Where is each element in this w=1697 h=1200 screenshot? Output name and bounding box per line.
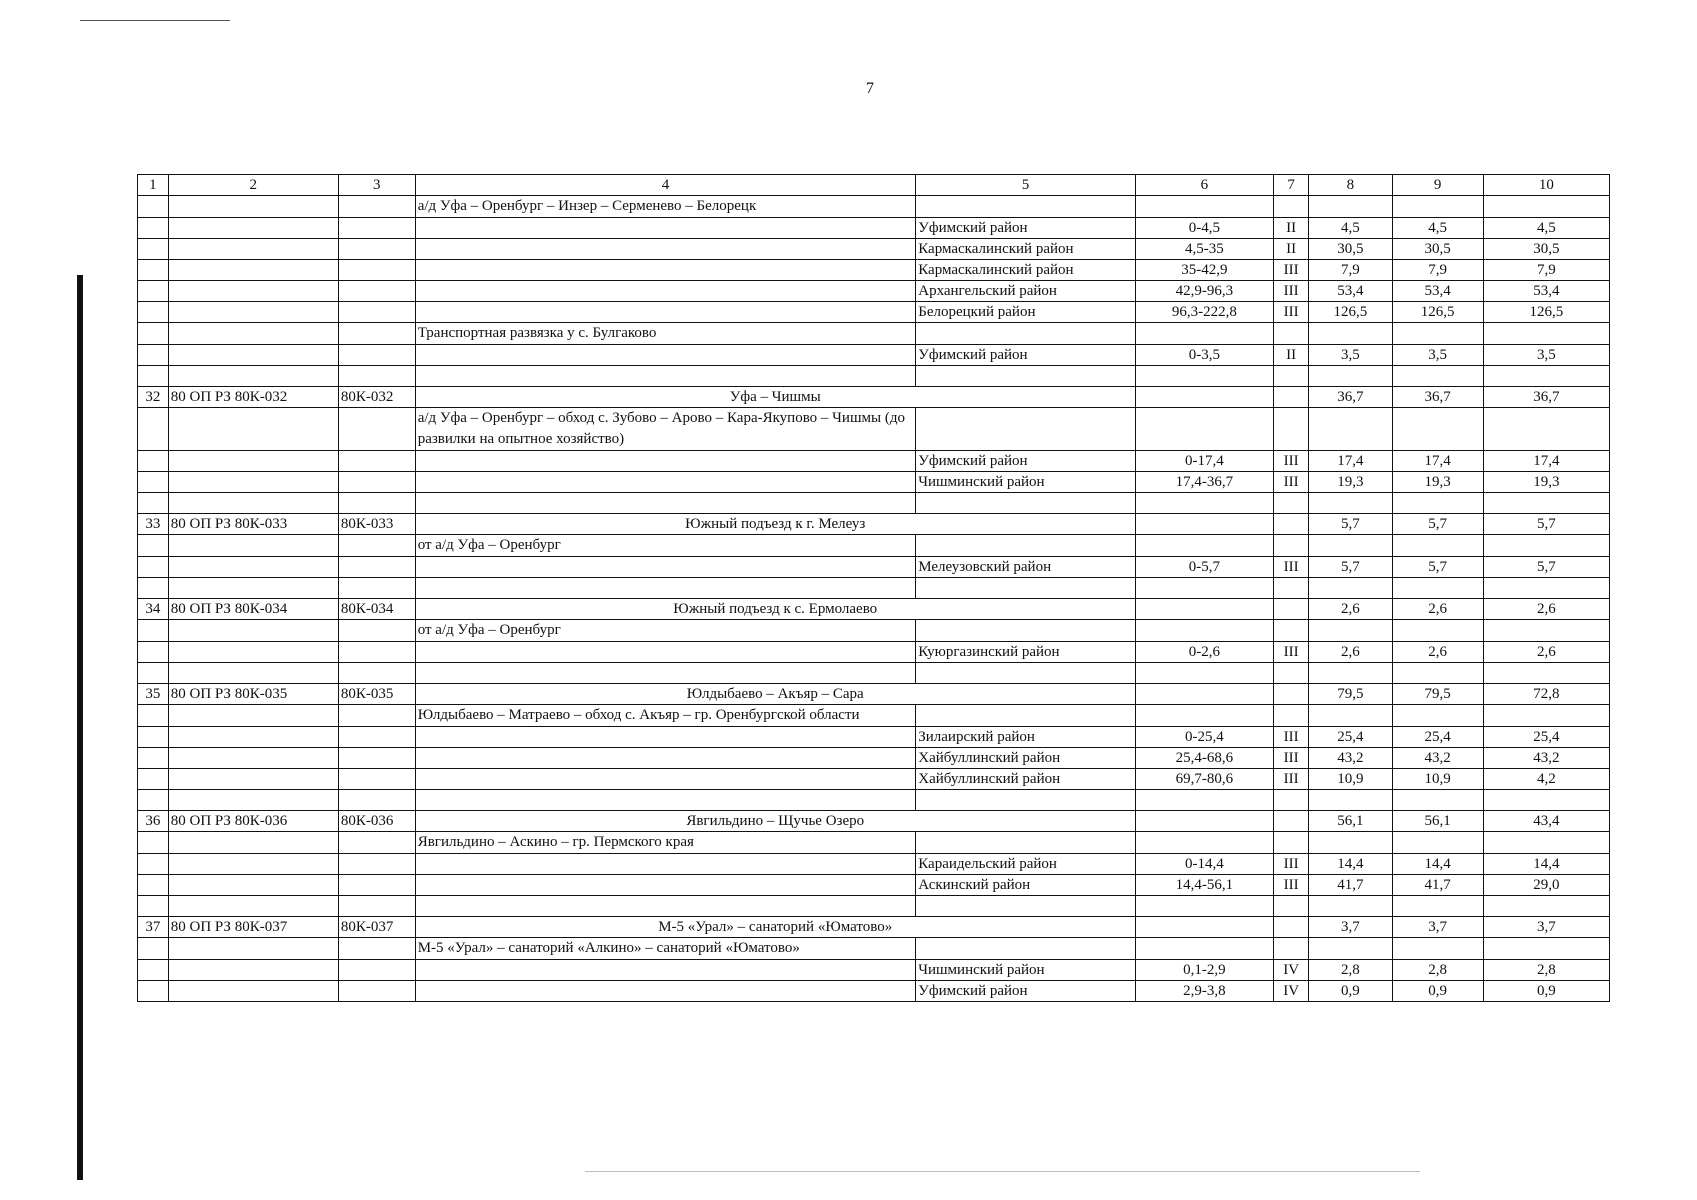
length-cell: 43,2: [1483, 748, 1609, 769]
length-cell: 4,5: [1309, 218, 1392, 239]
section-name-row: [138, 323, 1610, 345]
category-cell: IV: [1274, 981, 1309, 1002]
km-range-cell: 0-4,5: [1135, 218, 1273, 239]
district-cell: Караидельский район: [916, 854, 1136, 875]
category-cell: III: [1274, 854, 1309, 875]
segment-row: [138, 875, 1610, 896]
category-cell: III: [1274, 727, 1309, 748]
length-cell: 53,4: [1309, 281, 1392, 302]
segment-row: [138, 472, 1610, 493]
length-cell: 2,8: [1309, 960, 1392, 981]
column-header: 2: [168, 175, 338, 196]
spacer-row: [138, 493, 1610, 514]
length-cell: 29,0: [1483, 875, 1609, 896]
length-cell: 3,5: [1483, 345, 1609, 366]
district-cell: Чишминский район: [916, 472, 1136, 493]
section-name: а/д Уфа – Оренбург – обход с. Зубово – Арово – Кара-Якупово – Чишмы (до развилки на опытное хозяйство): [415, 408, 916, 451]
section-name-row: [138, 196, 1610, 218]
road-number-cell: 34: [138, 599, 169, 620]
district-cell: Зилаирский район: [916, 727, 1136, 748]
length-cell: 0,9: [1392, 981, 1483, 1002]
total-length-cell: 2,6: [1392, 599, 1483, 620]
segment-row: [138, 557, 1610, 578]
road-code-cell: 80К-033: [338, 514, 415, 535]
spacer-row: [138, 896, 1610, 917]
km-range-cell: 0-25,4: [1135, 727, 1273, 748]
length-cell: 14,4: [1483, 854, 1609, 875]
section-name: М-5 «Урал» – санаторий «Алкино» – санаторий «Юматово»: [415, 938, 916, 960]
length-cell: 14,4: [1309, 854, 1392, 875]
column-number-row: [138, 175, 1610, 196]
road-code-cell: 80К-032: [338, 387, 415, 408]
length-cell: 126,5: [1483, 302, 1609, 323]
segment-row: [138, 451, 1610, 472]
segment-row: [138, 239, 1610, 260]
length-cell: 2,8: [1483, 960, 1609, 981]
total-length-cell: 5,7: [1483, 514, 1609, 535]
length-cell: 4,5: [1483, 218, 1609, 239]
road-title-cell: Южный подъезд к г. Мелеуз: [415, 514, 1135, 535]
road-code-cell: 80К-036: [338, 811, 415, 832]
district-cell: Хайбуллинский район: [916, 748, 1136, 769]
scan-bottom-rule: [585, 1171, 1420, 1172]
category-cell: III: [1274, 748, 1309, 769]
category-cell: II: [1274, 345, 1309, 366]
section-name: от а/д Уфа – Оренбург: [415, 620, 916, 642]
column-header: 9: [1392, 175, 1483, 196]
length-cell: 3,5: [1309, 345, 1392, 366]
district-cell: Уфимский район: [916, 218, 1136, 239]
registration-number-cell: 80 ОП РЗ 80К-035: [168, 684, 338, 705]
total-length-cell: 36,7: [1392, 387, 1483, 408]
km-range-cell: 69,7-80,6: [1135, 769, 1273, 790]
length-cell: 3,5: [1392, 345, 1483, 366]
road-code-cell: 80К-037: [338, 917, 415, 938]
length-cell: 43,2: [1309, 748, 1392, 769]
length-cell: 30,5: [1309, 239, 1392, 260]
segment-row: [138, 281, 1610, 302]
km-range-cell: 0-5,7: [1135, 557, 1273, 578]
road-code-cell: 80К-034: [338, 599, 415, 620]
length-cell: 0,9: [1483, 981, 1609, 1002]
section-name: Транспортная развязка у с. Булгаково: [415, 323, 916, 345]
district-cell: Чишминский район: [916, 960, 1136, 981]
km-range-cell: 2,9-3,8: [1135, 981, 1273, 1002]
road-number-cell: 36: [138, 811, 169, 832]
column-header: 3: [338, 175, 415, 196]
segment-row: [138, 727, 1610, 748]
length-cell: 10,9: [1309, 769, 1392, 790]
km-range-cell: 0-2,6: [1135, 642, 1273, 663]
category-cell: III: [1274, 472, 1309, 493]
road-registry-table: [137, 174, 1610, 1002]
category-cell: III: [1274, 451, 1309, 472]
km-range-cell: 42,9-96,3: [1135, 281, 1273, 302]
category-cell: III: [1274, 281, 1309, 302]
length-cell: 0,9: [1309, 981, 1392, 1002]
length-cell: 14,4: [1392, 854, 1483, 875]
spacer-row: [138, 366, 1610, 387]
length-cell: 2,6: [1392, 642, 1483, 663]
category-cell: II: [1274, 218, 1309, 239]
total-length-cell: 3,7: [1309, 917, 1392, 938]
length-cell: 41,7: [1392, 875, 1483, 896]
length-cell: 43,2: [1392, 748, 1483, 769]
district-cell: Куюргазинский район: [916, 642, 1136, 663]
road-header-row: [138, 387, 1610, 408]
total-length-cell: 56,1: [1309, 811, 1392, 832]
section-name-row: [138, 938, 1610, 960]
column-header: 7: [1274, 175, 1309, 196]
length-cell: 126,5: [1392, 302, 1483, 323]
length-cell: 5,7: [1483, 557, 1609, 578]
road-title-cell: М-5 «Урал» – санаторий «Юматово»: [415, 917, 1135, 938]
km-range-cell: 4,5-35: [1135, 239, 1273, 260]
segment-row: [138, 345, 1610, 366]
length-cell: 5,7: [1392, 557, 1483, 578]
length-cell: 5,7: [1309, 557, 1392, 578]
table-body: [138, 196, 1610, 1002]
category-cell: III: [1274, 875, 1309, 896]
column-header: 8: [1309, 175, 1392, 196]
district-cell: Белорецкий район: [916, 302, 1136, 323]
total-length-cell: 79,5: [1392, 684, 1483, 705]
district-cell: Кармаскалинский район: [916, 260, 1136, 281]
spacer-row: [138, 578, 1610, 599]
km-range-cell: 0,1-2,9: [1135, 960, 1273, 981]
length-cell: 2,6: [1309, 642, 1392, 663]
road-header-row: [138, 917, 1610, 938]
km-range-cell: 35-42,9: [1135, 260, 1273, 281]
road-title-cell: Явгильдино – Щучье Озеро: [415, 811, 1135, 832]
length-cell: 19,3: [1392, 472, 1483, 493]
length-cell: 19,3: [1309, 472, 1392, 493]
district-cell: Уфимский район: [916, 345, 1136, 366]
section-name: от а/д Уфа – Оренбург: [415, 535, 916, 557]
district-cell: Мелеузовский район: [916, 557, 1136, 578]
km-range-cell: 0-3,5: [1135, 345, 1273, 366]
section-name-row: [138, 408, 1610, 451]
segment-row: [138, 642, 1610, 663]
category-cell: II: [1274, 239, 1309, 260]
total-length-cell: 56,1: [1392, 811, 1483, 832]
km-range-cell: 25,4-68,6: [1135, 748, 1273, 769]
column-header: 10: [1483, 175, 1609, 196]
spacer-row: [138, 790, 1610, 811]
length-cell: 25,4: [1483, 727, 1609, 748]
registration-number-cell: 80 ОП РЗ 80К-033: [168, 514, 338, 535]
segment-row: [138, 218, 1610, 239]
registration-number-cell: 80 ОП РЗ 80К-034: [168, 599, 338, 620]
length-cell: 25,4: [1392, 727, 1483, 748]
length-cell: 30,5: [1392, 239, 1483, 260]
total-length-cell: 79,5: [1309, 684, 1392, 705]
section-name-row: [138, 535, 1610, 557]
km-range-cell: 0-17,4: [1135, 451, 1273, 472]
district-cell: Хайбуллинский район: [916, 769, 1136, 790]
total-length-cell: 2,6: [1483, 599, 1609, 620]
length-cell: 41,7: [1309, 875, 1392, 896]
length-cell: 10,9: [1392, 769, 1483, 790]
segment-row: [138, 960, 1610, 981]
road-code-cell: 80К-035: [338, 684, 415, 705]
length-cell: 7,9: [1483, 260, 1609, 281]
road-number-cell: 32: [138, 387, 169, 408]
length-cell: 2,8: [1392, 960, 1483, 981]
total-length-cell: 43,4: [1483, 811, 1609, 832]
segment-row: [138, 769, 1610, 790]
road-title-cell: Юлдыбаево – Акъяр – Сара: [415, 684, 1135, 705]
segment-row: [138, 302, 1610, 323]
district-cell: Аскинский район: [916, 875, 1136, 896]
column-header: 6: [1135, 175, 1273, 196]
road-header-row: [138, 811, 1610, 832]
length-cell: 7,9: [1392, 260, 1483, 281]
total-length-cell: 2,6: [1309, 599, 1392, 620]
scan-top-rule: [80, 20, 230, 21]
total-length-cell: 3,7: [1483, 917, 1609, 938]
category-cell: III: [1274, 642, 1309, 663]
km-range-cell: 96,3-222,8: [1135, 302, 1273, 323]
length-cell: 53,4: [1483, 281, 1609, 302]
section-name-row: [138, 620, 1610, 642]
segment-row: [138, 748, 1610, 769]
total-length-cell: 3,7: [1392, 917, 1483, 938]
category-cell: III: [1274, 302, 1309, 323]
total-length-cell: 5,7: [1392, 514, 1483, 535]
length-cell: 4,2: [1483, 769, 1609, 790]
column-header: 1: [138, 175, 169, 196]
section-name-row: [138, 705, 1610, 727]
category-cell: IV: [1274, 960, 1309, 981]
registration-number-cell: 80 ОП РЗ 80К-037: [168, 917, 338, 938]
length-cell: 17,4: [1483, 451, 1609, 472]
district-cell: Архангельский район: [916, 281, 1136, 302]
km-range-cell: 0-14,4: [1135, 854, 1273, 875]
scan-edge-mark: [77, 275, 83, 1180]
road-header-row: [138, 684, 1610, 705]
length-cell: 4,5: [1392, 218, 1483, 239]
length-cell: 17,4: [1392, 451, 1483, 472]
segment-row: [138, 854, 1610, 875]
total-length-cell: 5,7: [1309, 514, 1392, 535]
length-cell: 19,3: [1483, 472, 1609, 493]
length-cell: 2,6: [1483, 642, 1609, 663]
road-header-row: [138, 514, 1610, 535]
total-length-cell: 36,7: [1309, 387, 1392, 408]
category-cell: III: [1274, 557, 1309, 578]
registration-number-cell: 80 ОП РЗ 80К-036: [168, 811, 338, 832]
total-length-cell: 36,7: [1483, 387, 1609, 408]
length-cell: 25,4: [1309, 727, 1392, 748]
km-range-cell: 14,4-56,1: [1135, 875, 1273, 896]
district-cell: Уфимский район: [916, 451, 1136, 472]
column-header: 4: [415, 175, 916, 196]
total-length-cell: 72,8: [1483, 684, 1609, 705]
section-name: а/д Уфа – Оренбург – Инзер – Серменево – Белорецк: [415, 196, 916, 218]
segment-row: [138, 260, 1610, 281]
page-number: 7: [866, 80, 874, 97]
category-cell: III: [1274, 769, 1309, 790]
length-cell: 126,5: [1309, 302, 1392, 323]
column-header: 5: [916, 175, 1136, 196]
district-cell: Кармаскалинский район: [916, 239, 1136, 260]
road-header-row: [138, 599, 1610, 620]
road-number-cell: 33: [138, 514, 169, 535]
district-cell: Уфимский район: [916, 981, 1136, 1002]
road-title-cell: Южный подъезд к с. Ермолаево: [415, 599, 1135, 620]
spacer-row: [138, 663, 1610, 684]
road-number-cell: 35: [138, 684, 169, 705]
length-cell: 30,5: [1483, 239, 1609, 260]
section-name-row: [138, 832, 1610, 854]
length-cell: 53,4: [1392, 281, 1483, 302]
section-name: Явгильдино – Аскино – гр. Пермского края: [415, 832, 916, 854]
length-cell: 17,4: [1309, 451, 1392, 472]
segment-row: [138, 981, 1610, 1002]
registration-number-cell: 80 ОП РЗ 80К-032: [168, 387, 338, 408]
road-number-cell: 37: [138, 917, 169, 938]
section-name: Юлдыбаево – Матраево – обход с. Акъяр – гр. Оренбургской области: [415, 705, 916, 727]
length-cell: 7,9: [1309, 260, 1392, 281]
category-cell: III: [1274, 260, 1309, 281]
road-title-cell: Уфа – Чишмы: [415, 387, 1135, 408]
km-range-cell: 17,4-36,7: [1135, 472, 1273, 493]
